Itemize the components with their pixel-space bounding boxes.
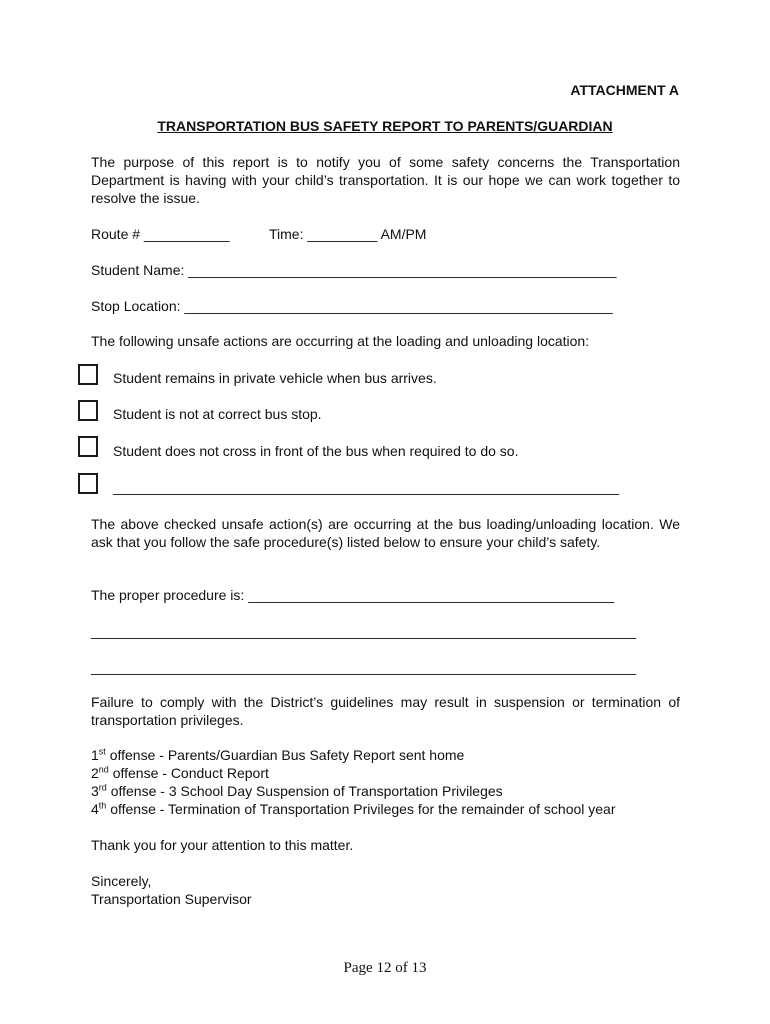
offense-ordinal: rd — [98, 782, 107, 793]
offense-number: 1 — [91, 747, 99, 763]
thank-you-text: Thank you for your attention to this matter. — [91, 837, 354, 853]
student-name-field: Student Name: _______________________________________________________ — [91, 262, 617, 278]
checkbox-label-not-crossing: Student does not cross in front of the bus when required to do so. — [113, 443, 519, 459]
proper-procedure-field: The proper procedure is: _______________________________________________ — [91, 587, 615, 603]
offense-text: offense - 3 School Day Suspension of Transportation Privileges — [106, 783, 503, 799]
checkbox-private-vehicle[interactable] — [78, 364, 98, 385]
offense-number: 3 — [91, 783, 99, 799]
checkbox-label-wrong-stop: Student is not at correct bus stop. — [113, 406, 322, 422]
offense-ordinal: nd — [98, 764, 109, 775]
intro-paragraph: The purpose of this report is to notify you of some safety concerns the Transportation Department is having with your child’s transportation. It is our hope we can work together to resolve the issue. — [91, 154, 680, 206]
offense-item — [91, 782, 503, 800]
page-number: Page 12 of 13 — [343, 960, 427, 976]
route-field: Route # ___________ — [91, 226, 230, 242]
unsafe-actions-intro: The following unsafe actions are occurring at the loading and unloading location: — [91, 333, 590, 349]
offense-ordinal: st — [98, 746, 106, 757]
procedure-line-2: ______________________________________________________________________ — [91, 659, 637, 675]
attachment-label: ATTACHMENT A — [570, 82, 679, 98]
checkbox-not-crossing[interactable] — [78, 436, 98, 457]
checkbox-wrong-stop[interactable] — [78, 400, 98, 421]
offense-text: offense - Termination of Transportation Privileges for the remainder of school year — [106, 801, 616, 817]
offense-number: 4 — [91, 801, 99, 817]
checkbox-other[interactable] — [78, 473, 98, 494]
offense-item — [91, 800, 616, 818]
offense-text: offense - Parents/Guardian Bus Safety Report sent home — [105, 747, 465, 763]
sincerely-text: Sincerely, — [91, 873, 152, 889]
offense-text: offense - Conduct Report — [108, 765, 269, 781]
offense-item — [91, 746, 464, 764]
checkbox-label-private-vehicle: Student remains in private vehicle when bus arrives. — [113, 370, 437, 386]
offense-number: 2 — [91, 765, 99, 781]
document-title: TRANSPORTATION BUS SAFETY REPORT TO PARENTS/GUARDIAN — [157, 118, 613, 134]
checkbox-label-other: _________________________________________________________________ — [113, 479, 620, 495]
stop-location-field: Stop Location: _______________________________________________________ — [91, 298, 613, 314]
checked-actions-paragraph: The above checked unsafe action(s) are occurring at the bus loading/unloading location. We ask that you follow the safe procedure(s) listed below to ensure your child’s safety. — [91, 516, 680, 550]
time-field: Time: _________ AM/PM — [269, 226, 427, 242]
procedure-line-1: ______________________________________________________________________ — [91, 623, 637, 639]
failure-paragraph: Failure to comply with the District’s guidelines may result in suspension or termination of transportation privileges. — [91, 694, 680, 728]
offense-item — [91, 764, 269, 782]
signer-title: Transportation Supervisor — [91, 891, 252, 907]
offense-ordinal: th — [98, 800, 107, 811]
